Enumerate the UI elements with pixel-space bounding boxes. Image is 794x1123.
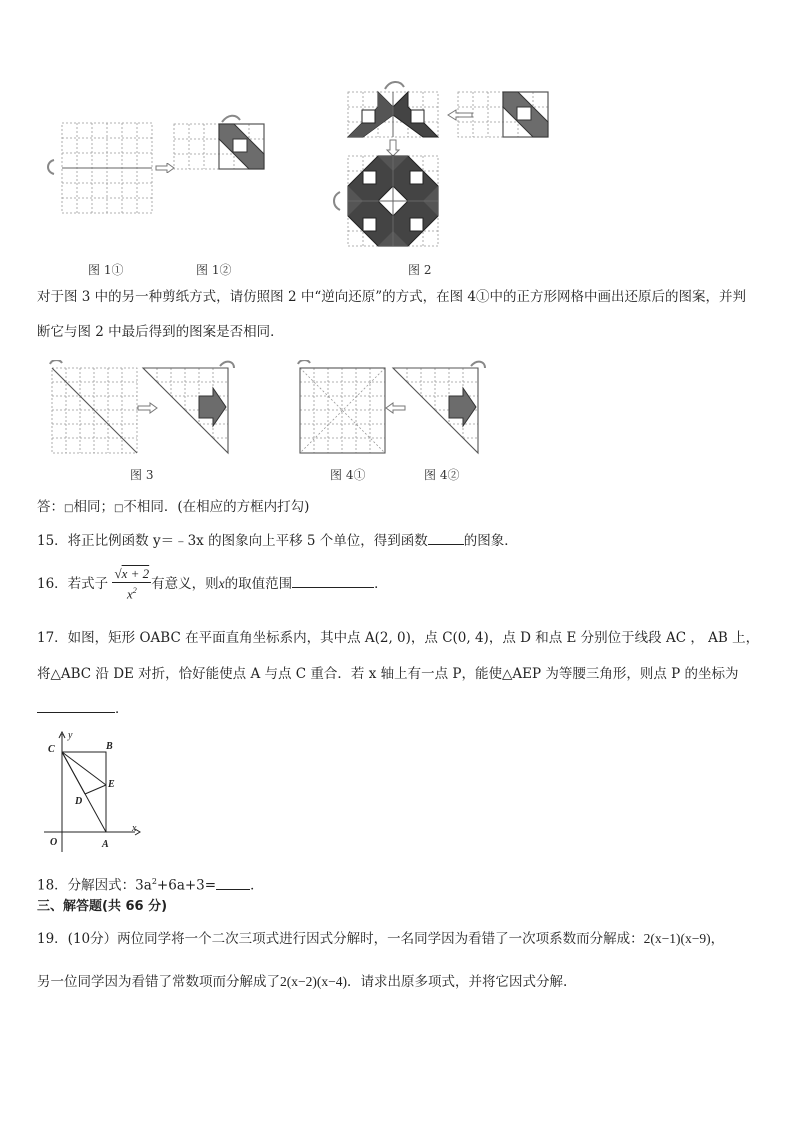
q17-line-1: 17．如图，矩形 OABC 在平面直角坐标系内，其中点 A(2, 0)，点 C(0, 4)，点 D 和点 E 分别位于线段 AC ， AB 上， bbox=[37, 630, 760, 646]
label-d: D bbox=[75, 796, 83, 807]
q19-line-1-end: ， bbox=[710, 931, 725, 947]
label-e: E bbox=[108, 779, 115, 790]
figure-4-2 bbox=[385, 360, 490, 460]
q19-expr-2: 2(x−2)(x−4) bbox=[280, 974, 347, 989]
question-16 bbox=[37, 566, 388, 603]
checkbox-same[interactable]: □ bbox=[64, 503, 74, 514]
q16-numerator: x + 2 bbox=[121, 566, 150, 582]
q18-text-c: ． bbox=[250, 877, 264, 894]
caption-figure-4-2: 图 4② bbox=[424, 468, 460, 482]
q19-line-2-end: ．请求出原多项式，并将它因式分解. bbox=[346, 974, 568, 990]
figure-2 bbox=[330, 80, 565, 250]
q19-line-1-text: 19．(10分）两位同学将一个二次三项式进行因式分解时，一名同学因为看错了一次项系数而分解成： bbox=[37, 931, 644, 947]
q16-text-b: 有意义，则 bbox=[151, 576, 219, 592]
option-different-label: 不相同．(在相应的方框内打勾) bbox=[123, 499, 310, 515]
q16-denominator: x bbox=[126, 586, 133, 602]
q19-expr-1: 2(x−1)(x−9) bbox=[643, 931, 711, 946]
q19-line-1 bbox=[37, 929, 724, 949]
q17-line-2: 将△ABC 沿 DE 对折，恰好能使点 A 与点 C 重合．若 x 轴上有一点 P，能使△AEP 为等腰三角形，则点 P 的坐标为 bbox=[37, 666, 739, 682]
question-18 bbox=[37, 872, 264, 896]
q15-answer-blank[interactable] bbox=[428, 530, 464, 545]
label-o: O bbox=[50, 837, 58, 848]
answer-prefix: 答： bbox=[37, 499, 64, 515]
label-x-axis: x bbox=[132, 823, 137, 834]
label-y-axis: y bbox=[68, 730, 73, 741]
label-a: A bbox=[102, 839, 109, 850]
q15-text-b: 的图象． bbox=[463, 533, 518, 549]
q16-text-c: 的取值范围 bbox=[224, 576, 293, 592]
intro-paragraph-line-1: 对于图 3 中的另一种剪纸方式，请仿照图 2 中“逆向还原”的方式，在图 4①中的正方形网格中画出还原后的图案，并判 bbox=[37, 289, 747, 305]
figure-1-2 bbox=[172, 112, 272, 172]
label-b: B bbox=[106, 741, 113, 752]
q16-den-exponent: 2 bbox=[132, 586, 137, 596]
q17-answer-blank[interactable] bbox=[37, 698, 115, 713]
q19-line-2-text: 另一位同学因为看错了常数项而分解成了 bbox=[37, 974, 280, 990]
section-3-heading: 三、解答题(共 66 分) bbox=[37, 899, 168, 914]
q18-exponent: 2 bbox=[151, 877, 157, 886]
caption-figure-2: 图 2 bbox=[408, 263, 432, 277]
checkbox-different[interactable]: □ bbox=[113, 503, 124, 514]
intro-paragraph-line-2: 断它与图 2 中最后得到的图案是否相同． bbox=[37, 324, 284, 340]
q15-text-a: 15．将正比例函数 y＝﹣3x 的图象向上平移 5 个单位，得到函数 bbox=[37, 533, 428, 549]
q18-answer-blank[interactable] bbox=[216, 875, 250, 890]
option-same-label: 相同； bbox=[73, 499, 114, 515]
q19-line-2 bbox=[37, 972, 567, 992]
caption-figure-4-1: 图 4① bbox=[330, 468, 366, 482]
caption-figure-1-1: 图 1① bbox=[88, 263, 124, 277]
answer-line bbox=[37, 497, 309, 519]
q18-text-b: +6a+3= bbox=[156, 877, 217, 894]
label-c: C bbox=[48, 744, 55, 755]
figure-4-1 bbox=[290, 360, 390, 460]
caption-figure-3: 图 3 bbox=[130, 468, 154, 482]
q16-text-a: 16．若式子 bbox=[37, 576, 109, 592]
caption-figure-1-2: 图 1② bbox=[196, 263, 232, 277]
figure-3 bbox=[40, 360, 285, 460]
q16-text-d: ． bbox=[374, 576, 388, 592]
question-15 bbox=[37, 530, 518, 551]
q16-variable: x bbox=[218, 576, 225, 591]
figure-1-1 bbox=[40, 120, 160, 220]
q16-answer-blank[interactable] bbox=[292, 573, 374, 588]
q17-line-3-end: ． bbox=[115, 701, 129, 717]
q17-line-3 bbox=[37, 698, 129, 719]
q18-text-a: 18．分解因式：3a bbox=[37, 877, 152, 894]
q16-fraction: $\frac{√x + 2}{x^2}$ bbox=[114, 566, 150, 602]
